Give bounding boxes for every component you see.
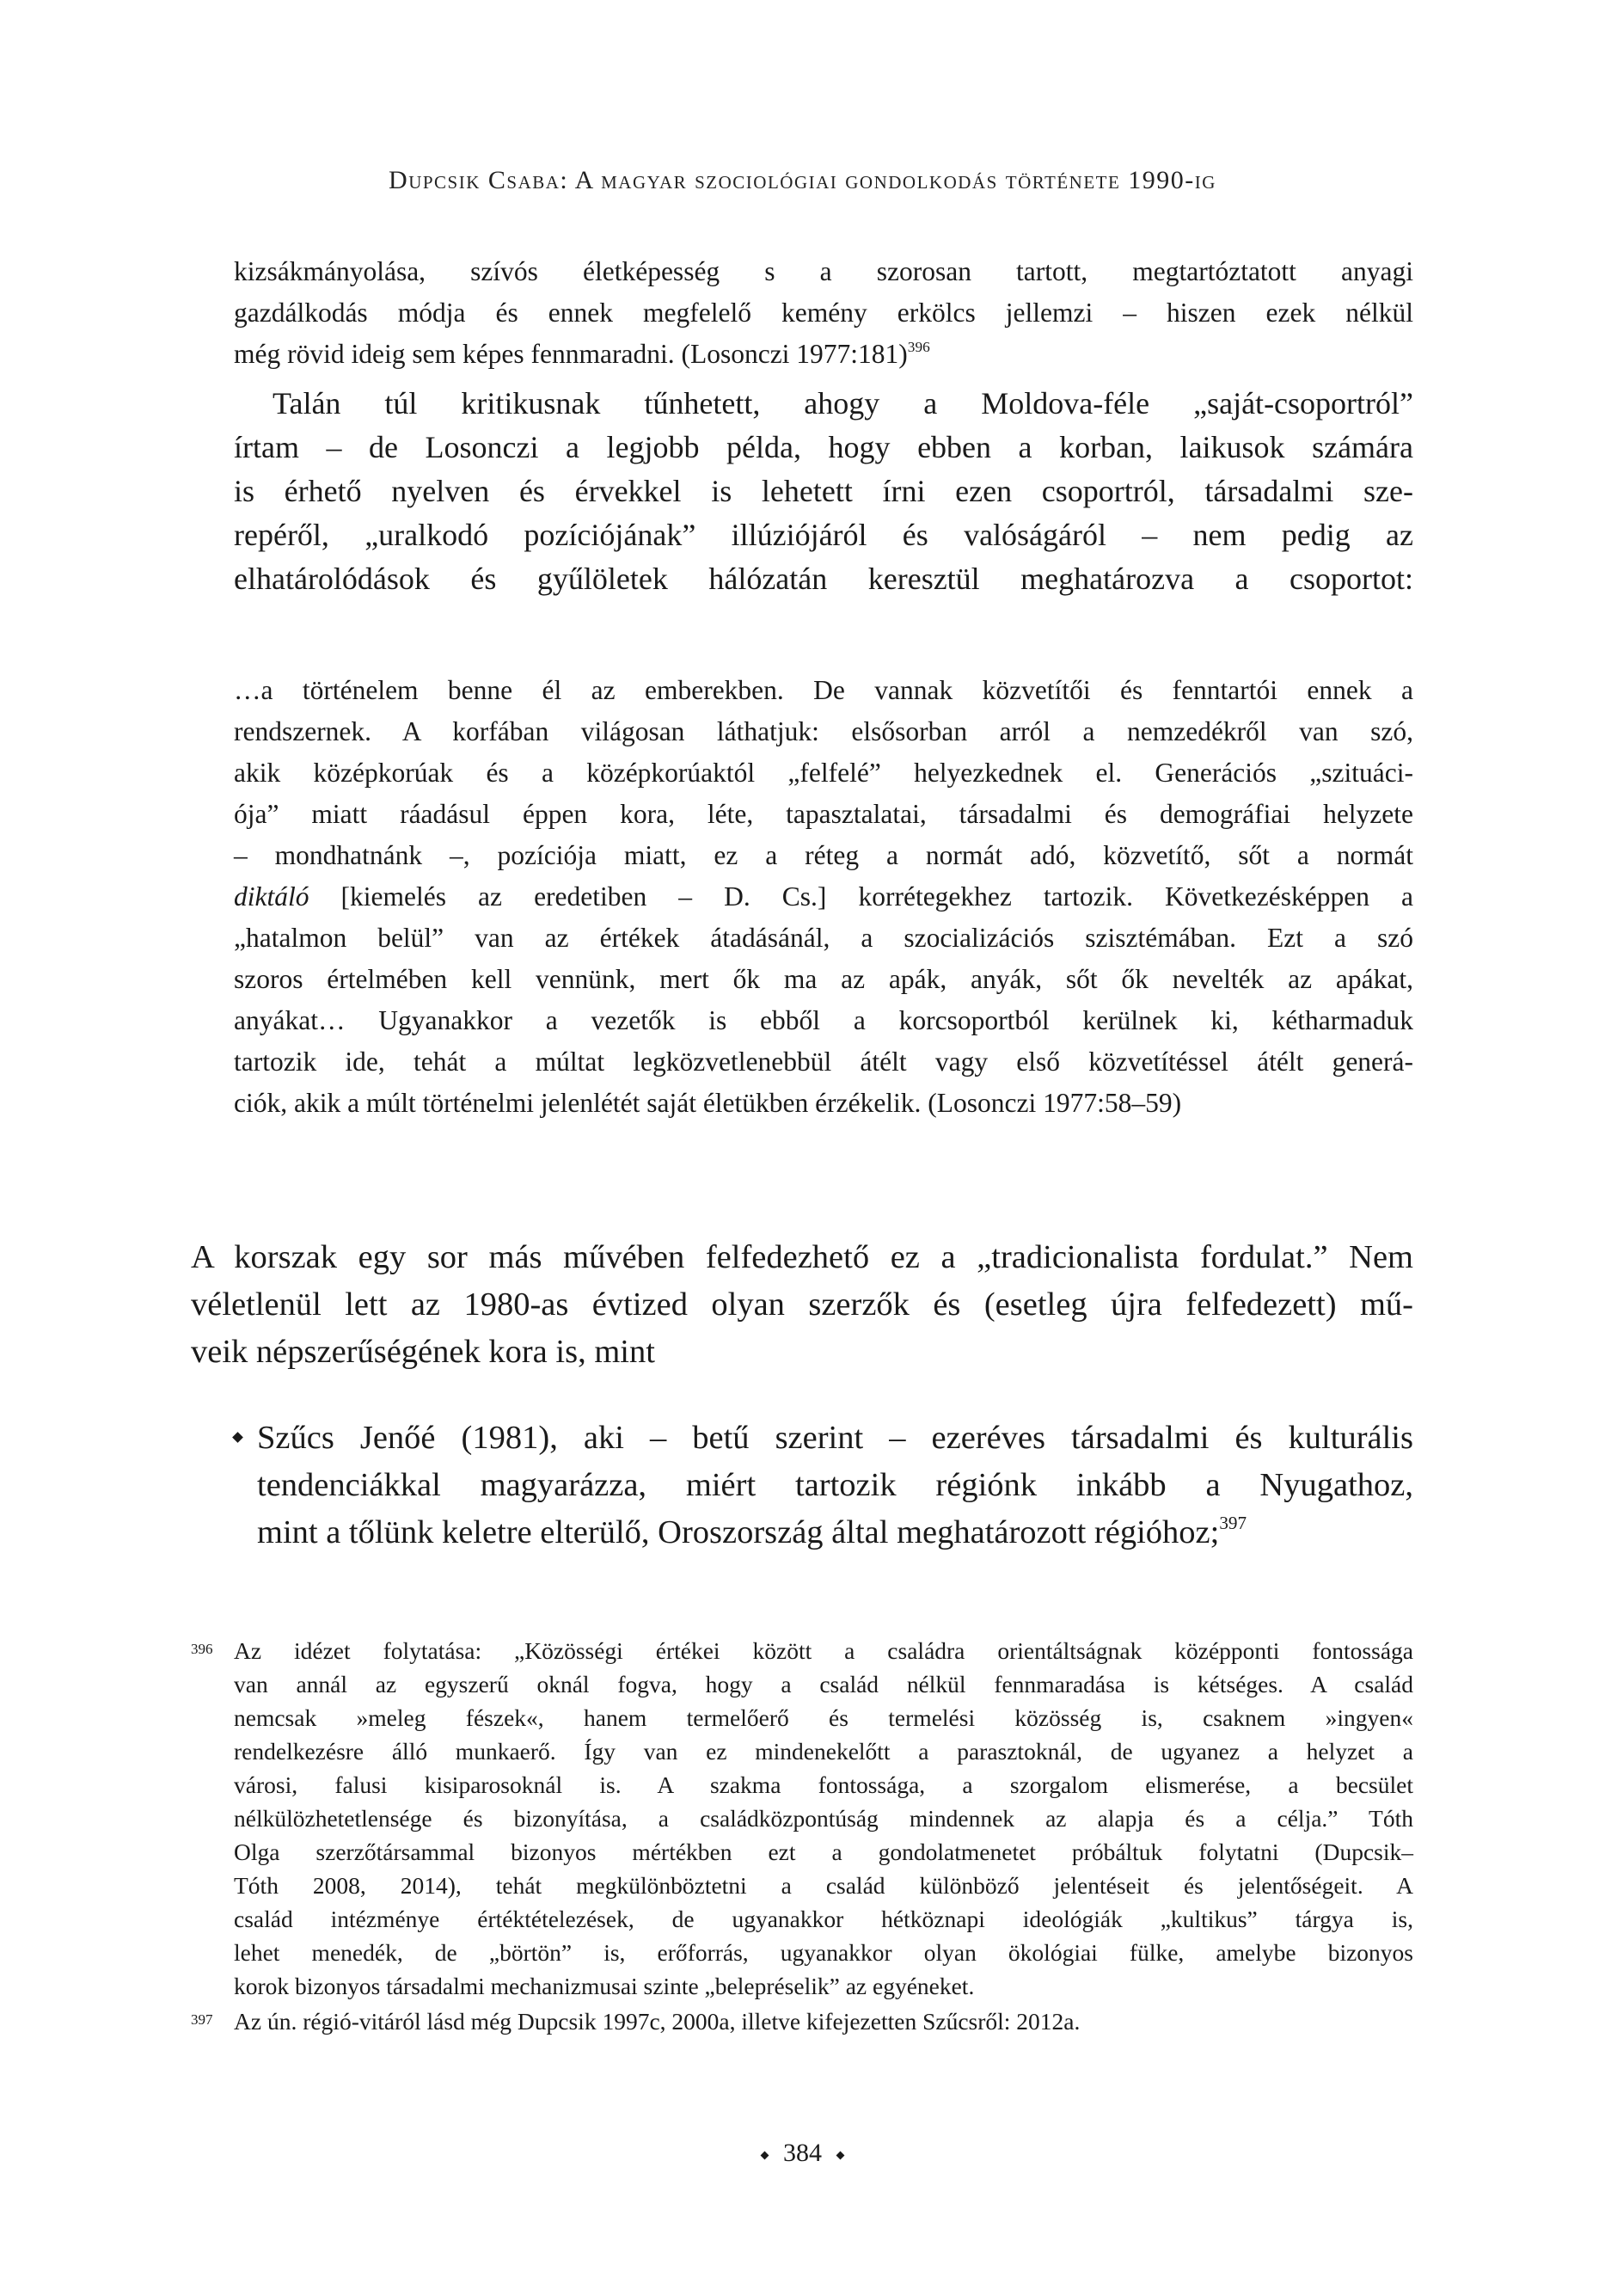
footnote-line: lehet menedék, de „börtön” is, erőforrás, ugyanakkor olyan ökológiai fülke, amelybe bizonyos <box>234 1939 1413 1966</box>
paragraph <box>234 382 1413 601</box>
list-item-line: tendenciákkal magyarázza, miért tartozik régiónk inkább a Nyugathoz, <box>257 1467 1413 1503</box>
quote-line: …a történelem benne él az emberekben. De vannak közvetítői és fenntartói ennek a <box>234 675 1413 705</box>
footnote-line: rendelkezésre álló munkaerő. Így van ez mindenekelőtt a parasztoknál, de ugyanez a helyzet a <box>234 1738 1413 1765</box>
footnote-line: városi, falusi kisiparosoknál is. A szakma fontossága, a szorgalom elismerése, a becsület <box>234 1771 1413 1798</box>
footnote-line: Tóth 2008, 2014), tehát megkülönböztetni a család különböző jelentéseit és jelentőségeit. A <box>234 1872 1413 1899</box>
footnote-396 <box>191 1634 1413 2003</box>
footnote-ref-397[interactable]: 397 <box>1219 1513 1247 1534</box>
paragraph-line: is érhető nyelven és érvekkel is lehetett írni ezen csoportról, társadalmi sze- <box>234 474 1413 508</box>
paragraph <box>191 1234 1413 1376</box>
footnote-line: Az ún. régió-vitáról lásd még Dupcsik 1997c, 2000a, illetve kifejezetten Szűcsről: 2012a. <box>234 2008 1081 2035</box>
paragraph-line: repéről, „uralkodó pozíciójának” illúziójáról és valóságáról – nem pedig az <box>234 518 1413 552</box>
bullet-list-item <box>225 1415 1413 1556</box>
quote-line: – mondhatnánk –, pozíciója miatt, ez a réteg a normát adó, közvetítő, sőt a normát <box>234 840 1413 870</box>
quote-line: tartozik ide, tehát a múltat legközvetlenebbül átélt vagy első közvetítéssel átélt generá- <box>234 1047 1413 1077</box>
quote-line <box>234 876 1413 918</box>
footnote-line: van annál az egyszerű oknál fogva, hogy a család nélkül fennmaradása is kétséges. A család <box>234 1671 1413 1697</box>
quote-line: „hatalmon belül” van az értékek átadásánál, a szocializációs szisztémában. Ezt a szó <box>234 923 1413 953</box>
page-number <box>0 2139 1605 2168</box>
quote-line: rendszernek. A korfában világosan láthatjuk: elsősorban arról a nemzedékről van szó, <box>234 716 1413 746</box>
list-item-line: Szűcs Jenőé (1981), aki – betű szerint – ezeréves társadalmi és kulturális <box>257 1420 1413 1456</box>
footnote-line: korok bizonyos társadalmi mechanizmusai szinte „belepréselik” az egyéneket. <box>234 1973 975 1999</box>
list-item-line <box>225 1509 1413 1556</box>
list-item-text: mint a tőlünk keletre elterülő, Oroszország által meghatározott régióhoz; <box>257 1514 1220 1550</box>
quote-line: anyákat… Ugyanakkor a vezetők is ebből a korcsoportból kerülnek ki, kétharmaduk <box>234 1005 1413 1035</box>
quote-line: ciók, akik a múlt történelmi jelenlétét saját életükben érzékelik. (Losonczi 1977:58–59) <box>234 1088 1182 1118</box>
quote-line <box>234 334 1413 375</box>
block-quote <box>234 670 1413 1124</box>
paragraph-line: veik népszerűségének kora is, mint <box>191 1334 655 1370</box>
footnote-397 <box>191 2004 1413 2038</box>
quote-line: ója” miatt ráadásul éppen kora, léte, tapasztalatai, társadalmi és demográfiai helyzete <box>234 799 1413 829</box>
italic-emphasis: diktáló <box>234 881 309 912</box>
footnote-line: család intézménye értéktételezések, de ugyanakkor hétköznapi ideológiák „kultikus” tárgya is, <box>234 1906 1413 1932</box>
paragraph-line: írtam – de Losonczi a legjobb példa, hogy ebben a korban, laikusok számára <box>234 430 1413 464</box>
quote-line-text: [kiemelés az eredetiben – D. Cs.] korrétegekhez tartozik. Következésképpen a <box>309 881 1413 912</box>
page-number-text: 384 <box>783 2139 822 2167</box>
footnote-line: Olga szerzőtársammal bizonyos mértékben ezt a gondolatmenetet próbáltuk folytatni (Dupcsik– <box>234 1839 1413 1865</box>
paragraph-line: A korszak egy sor más művében felfedezhető ez a „tradicionalista fordulat.” Nem <box>191 1239 1413 1275</box>
paragraph-line: Talán túl kritikusnak tűnhetett, ahogy a Moldova-féle „saját-csoportról” <box>273 386 1413 421</box>
footnote-line: Az idézet folytatása: „Közösségi értékei között a családra orientáltságnak középponti fontossága <box>234 1637 1413 1664</box>
diamond-ornament-icon <box>836 2151 845 2159</box>
diamond-ornament-icon <box>761 2151 769 2159</box>
footnote-line: nemcsak »meleg fészek«, hanem termelőerő és termelési közösség is, csaknem »ingyen« <box>234 1704 1413 1731</box>
footnote-ref-396[interactable]: 396 <box>907 339 930 356</box>
running-head: Dupcsik Csaba: A magyar szociológiai gondolkodás története 1990-ig <box>389 166 1216 194</box>
block-quote-continuation <box>234 251 1413 375</box>
footnote-number: 396 <box>191 1641 213 1657</box>
quote-line: gazdálkodás módja és ennek megfelelő kemény erkölcs jellemzi – hiszen ezek nélkül <box>234 298 1413 328</box>
quote-line-text: még rövid ideig sem képes fennmaradni. (Losonczi 1977:181) <box>234 339 908 369</box>
paragraph-line: véletlenül lett az 1980-as évtized olyan szerzők és (esetleg újra felfedezett) mű- <box>191 1286 1413 1323</box>
footnote-line: nélkülözhetetlensége és bizonyítása, a családközpontúság mindennek az alapja és a célja.” Tóth <box>234 1805 1413 1832</box>
quote-line: szoros értelmében kell vennünk, mert ők ma az apák, anyák, sőt ők nevelték az apákat, <box>234 964 1413 994</box>
footnote-number: 397 <box>191 2011 213 2028</box>
paragraph-line: elhatárolódások és gyűlöletek hálózatán keresztül meghatározva a csoportot: <box>234 562 1413 596</box>
quote-line: kizsákmányolása, szívós életképesség s a szorosan tartott, megtartóztatott anyagi <box>234 256 1413 286</box>
quote-line: akik középkorúak és a középkorúaktól „felfelé” helyezkednek el. Generációs „szituáci- <box>234 758 1413 788</box>
